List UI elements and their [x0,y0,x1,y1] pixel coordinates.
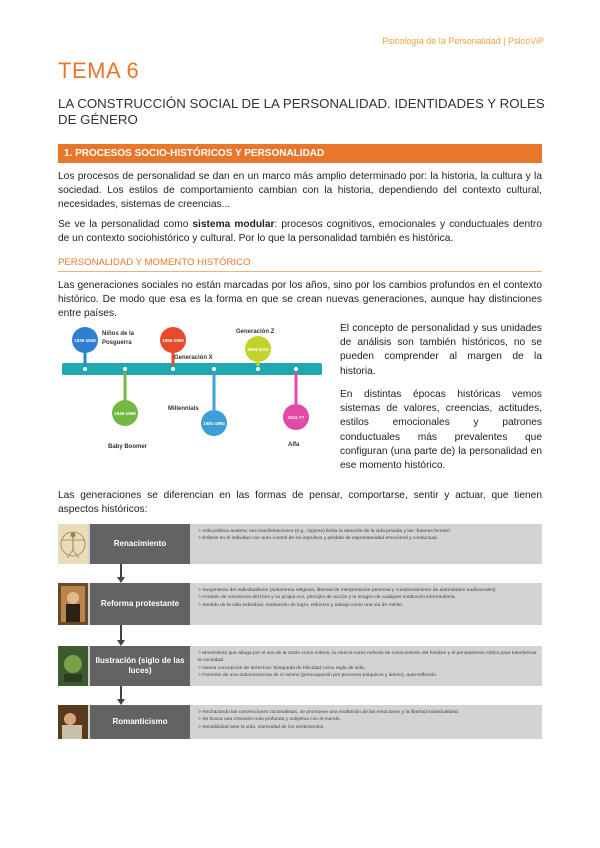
gen-years: 2011-?? [287,415,305,420]
flow-bullets [198,709,538,731]
flow-label: Reforma protestante [90,583,190,625]
side-paragraph-2: En distintas épocas históricas vemos sistemas de valores, creencias, actitudes, estilos emocionales y patrones conductuales más prevalentes que configuran (una parte de) la personalidad en ese momento histórico. [340,389,542,472]
paragraph-2-bold: sistema modular [192,219,275,230]
gen-years: 1969-1980 [162,338,184,343]
down-arrow-icon [116,625,126,647]
chapter-subtitle: LA CONSTRUCCIÓN SOCIAL DE LA PERSONALIDAD. IDENTIDADES Y ROLES DE GÉNERO [58,96,545,127]
timeline-graphic [58,322,326,474]
generations-timeline [58,322,326,474]
running-header: Psicología de la Personalidad | PsicoViP [382,36,544,46]
romanticism-painting-image [58,705,88,739]
paragraph-2-text-b: : procesos cognitivos, emocionales y conductuales dentro de un contexto sociohistórico y cultural. Por lo que la personalidad también es histórica. [58,219,542,244]
timeline-bar [62,363,322,375]
gen-name: Generación X [174,355,213,361]
gen-name: Posguerra [102,340,132,346]
flow-row-romanticismo [58,705,542,739]
paragraph-3: Las generaciones sociales no están marcadas por los años, sino por los cambios profundos en el contexto histórico. De modo que esa es la forma en que se crean nuevas generaciones, aunque hay distinciones entre países. [58,280,542,319]
side-paragraph-1: El concepto de personalidad y sus unidades de análisis son también históricos, no se pueden comprender al margen de la historia. [340,323,542,377]
enlightenment-image [58,646,88,686]
gen-years: 1949-1968 [114,411,136,416]
bullet: > Surgimiento del individualismo (autonomía religiosa, libertad de interpretación personal y cuestionamiento de autoridades tradicionales). [198,588,497,593]
page-title: TEMA 6 [58,58,140,83]
flow-bullets [198,587,538,609]
section-header-bar [58,144,542,163]
bullet: > Movimiento que aboga por el uso de la razón como criterio, la ciencia como método de conocimiento del hombre y el pensamiento crítico para transformar la sociedad. [198,651,537,664]
down-arrow-icon [116,686,126,706]
flow-label: Romanticismo [90,705,190,739]
gen-name: Generación Z [236,329,275,335]
bullet: > A través de conciencia del Dios y su propia voz, principio de acción y la imagen de cualquier institución intermediaria. [198,595,456,601]
flow-label: Renacimiento [90,524,190,564]
flow-bullets [198,650,538,680]
flow-row-ilustracion [58,646,542,686]
subsection-heading: PERSONALIDAD Y MOMENTO HISTÓRICO [58,257,542,272]
luther-portrait-image [58,583,88,625]
gen-years: 1994-2010 [247,347,269,352]
bullet: > Rechazando las convenciones racionalistas, se promueve una exaltación de las emociones y la libertad individualidad. [198,710,460,715]
bullet: > Nueva concepción de derechos: búsqueda de felicidad como regla de vida. [198,665,366,671]
flow-row-reforma [58,583,542,625]
section-title: 1. PROCESOS SOCIO-HISTÓRICOS Y PERSONALIDAD [64,148,325,159]
bullet: > Énfasis en el individuo con auto-control de los impulsos y pérdida de espontaneidad emocional y conductual. [198,536,438,542]
gen-name: Niños de la [102,331,135,337]
gen-name: Alfa [288,442,300,448]
paragraph-1: Los procesos de personalidad se dan en un marco más amplio determinado por: la historia, la cultura y la sociedad. Los estilos de comportamiento cambian con la historia, dependiendo del contexto cultural, necesidades, sistemas de creencias... [58,171,542,210]
gen-name: Baby Boomer [108,444,148,450]
flow-row-renacimiento [58,524,542,564]
paragraph-4: Las generaciones se diferencian en las formas de pensar, comportarse, sentir y actuar, que tienen aspectos históricos: [58,490,542,515]
bullet: > Sensibilidad ante la vida, intensidad de los sentimientos. [198,724,325,730]
flow-label: Ilustración (siglo de las luces) [90,646,190,686]
down-arrow-icon [116,564,126,584]
paragraph-2-text-a: Se ve la personalidad como [58,219,193,230]
gen-years: 1930-1948 [74,338,96,343]
bullet: > Se busca una conexión más profunda y subjetiva con el mundo. [198,717,341,723]
paragraph-2 [58,218,542,246]
bullet: > Sentido de la vida individual, motivación de logro, esfuerzo y trabajo como una vía de mérito. [198,602,404,608]
vitruvian-man-image [58,524,88,564]
bullet: > Vida pública austera: sus manifestaciones (e.g., higiene) limita la atención de la vida privada y las "buenas formas". [198,529,453,534]
bullet: > Fomento de una autoconciencia de sí mismo (preocupación por procesos psíquicos y ánimo), auto-reflexión. [198,673,438,679]
gen-name: Millennials [168,406,199,412]
flow-bullets [198,528,538,543]
gen-years: 1981-1993 [203,421,225,426]
